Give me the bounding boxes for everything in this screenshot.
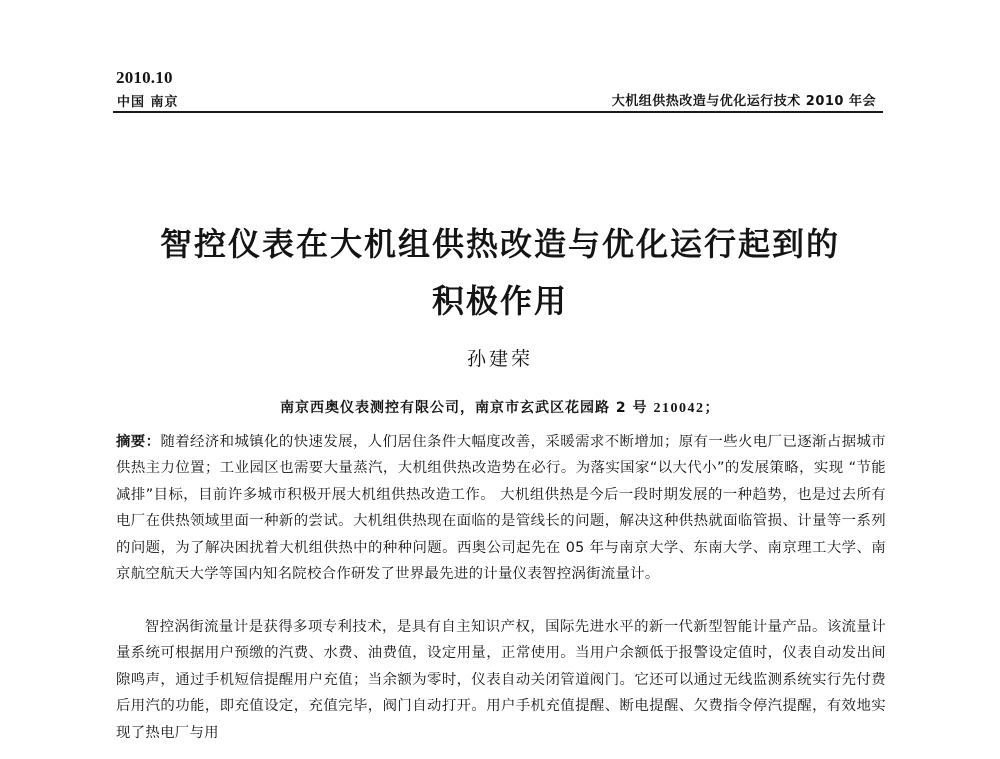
abstract-paragraph xyxy=(116,429,886,587)
header-rule xyxy=(113,111,883,113)
author-name: 孙建荣 xyxy=(466,348,533,370)
header-place: 中国 南京 xyxy=(117,95,179,110)
paper-title-line-1: 智控仪表在大机组供热改造与优化运行起到的 xyxy=(159,225,840,263)
abstract-label: 摘要： xyxy=(116,434,161,450)
header-date: 2010.10 xyxy=(116,68,173,87)
affiliation-postcode: 210042； xyxy=(653,401,720,416)
author-affiliation xyxy=(0,397,1000,417)
paper-title-line-2: 积极作用 xyxy=(431,282,568,320)
affiliation-org: 南京西奥仪表测控有限公司，南京市玄武区花园路 2 号 xyxy=(280,400,648,416)
abstract-text: 随着经济和城镇化的快速发展，人们居住条件大幅度改善，采暖需求不断增加；原有一些火电厂已逐渐占据城市供热主力位置；工业园区也需要大量蒸汽，大机组供热改造势在必行。为落实国家“以大代小”的发展策略，实现 “节能减排”目标，目前许多城市积极开展大机组供热改造工作。 大机组供热是今后一段时期发展的一种趋势，也是过去所有电厂在供热领域里面一种新的尝试。大机组供热现在面临的是管线长的问题，解决这种供热就面临管损、计量等一系列的问题，为了解决困扰着大机组供热中的种种问题。西奥公司起先在 05 年与南京大学、东南大学、南京理工大学、南京航空航天大学等国内知名院校合作研发了世界最先进的计量仪表智控涡街流量计。 xyxy=(116,434,887,583)
body-paragraph: 智控涡街流量计是获得多项专利技术，是具有自主知识产权，国际先进水平的新一代新型智能计量产品。该流量计量系统可根据用户预缴的汽费、水费、油费值，设定用量，正常使用。当用户余额低于报警设定值时，仪表自动发出间隙鸣声，通过手机短信提醒用户充值；当余额为零时，仪表自动关闭管道阀门。它还可以通过无线监测系统实行先付费后用汽的功能，即充值设定，充值完毕，阀门自动打开。用户手机充值提醒、断电提醒、欠费指令停汽提醒，有效地实现了热电厂与用 xyxy=(116,619,886,741)
header-conference-name: 大机组供热改造与优化运行技术 2010 年会 xyxy=(611,94,876,109)
